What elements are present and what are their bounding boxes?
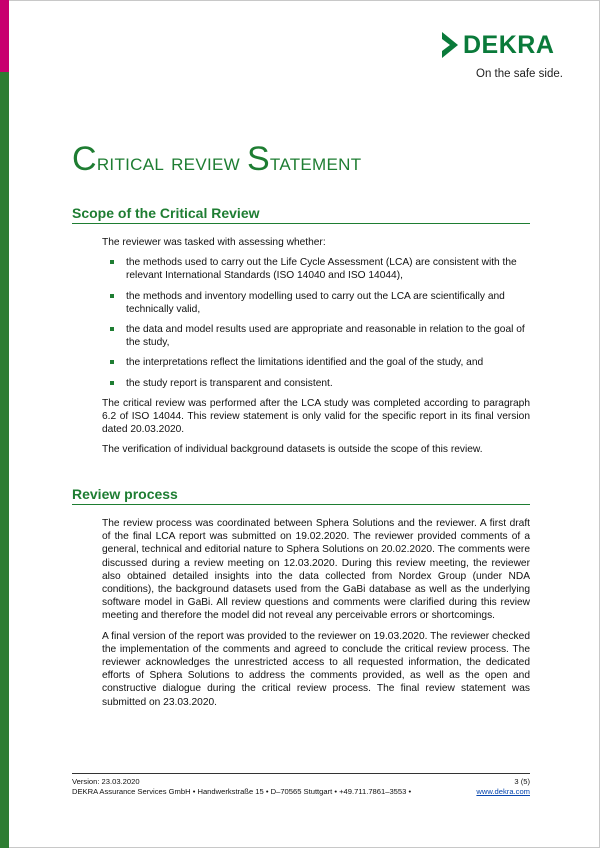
section-heading-review: Review process <box>72 486 530 505</box>
scope-paragraph-2: The verification of individual background datasets is outside the scope of this review. <box>102 444 483 456</box>
footer-version: Version: 23.03.2020 <box>72 777 140 786</box>
review-section-body <box>102 517 530 716</box>
dekra-arrow-icon <box>440 30 460 60</box>
page-footer <box>72 773 530 796</box>
logo-tagline: On the safe side. <box>476 68 563 80</box>
list-item: the methods used to carry out the Life Cycle Assessment (LCA) are consistent with the relevant International Standards (ISO 14040 and ISO 14044), <box>102 256 530 282</box>
section-heading-scope: Scope of the Critical Review <box>72 205 530 224</box>
scope-paragraph-1: The critical review was performed after the LCA study was completed according to paragraph 6.2 of ISO 14044. This review statement is only valid for the specific report in its final version dated 20.03.2020. <box>102 397 530 436</box>
scope-section-body <box>102 236 530 464</box>
bullet-square-icon <box>110 294 114 298</box>
scope-bullet-list <box>102 256 530 390</box>
scope-intro: The reviewer was tasked with assessing whether: <box>102 237 326 248</box>
footer-website-link[interactable]: www.dekra.com <box>476 786 530 796</box>
footer-page-number: 3 (5) <box>514 777 530 786</box>
review-paragraph-2: A final version of the report was provided to the reviewer on 19.03.2020. The reviewer checked the implementation of the comments and agreed to conclude the critical review process. The reviewer acknowledges the unrestricted access to all requested information, the dedicated efforts of Sphera Solutions to address the comments provided, as well as the open and constructive dialogue during the critical review process. The final review statement was submitted on 23.03.2020. <box>102 630 530 708</box>
page-title: Critical review Statement <box>72 140 362 178</box>
list-item: the interpretations reflect the limitations identified and the goal of the study, and <box>102 356 530 369</box>
logo-wordmark: DEKRA <box>463 31 555 59</box>
list-item: the methods and inventory modelling used to carry out the LCA are scientifically and technically valid, <box>102 290 530 316</box>
list-item: the data and model results used are appropriate and reasonable in relation to the goal of the study, <box>102 323 530 349</box>
bullet-square-icon <box>110 260 114 264</box>
side-bar-green <box>0 72 9 848</box>
footer-address: DEKRA Assurance Services GmbH • Handwerkstraße 15 • D–70565 Stuttgart • +49.711.7861–3553 • <box>72 786 412 796</box>
list-item: the study report is transparent and consistent. <box>102 377 530 390</box>
review-paragraph-1: The review process was coordinated between Sphera Solutions and the reviewer. A first draft of the final LCA report was submitted on 19.02.2020. The reviewer provided comments of a general, technical and editorial nature to Sphera Solutions on 20.02.2020. The comments were discussed during a review meeting on 12.03.2020. During this review meeting, the reviewer also obtained detailed insights into the data collected from Nordex Group (under NDA conditions), the background datasets used from the GaBi database as well as the underlying software model in GaBi. All review questions and comments were clarified during this review meeting and therefore the model did not reveal any perceivable errors or shortcomings. <box>102 518 530 622</box>
bullet-square-icon <box>110 327 114 331</box>
side-bar-magenta <box>0 0 9 72</box>
bullet-square-icon <box>110 360 114 364</box>
dekra-logo <box>440 30 570 85</box>
bullet-square-icon <box>110 381 114 385</box>
